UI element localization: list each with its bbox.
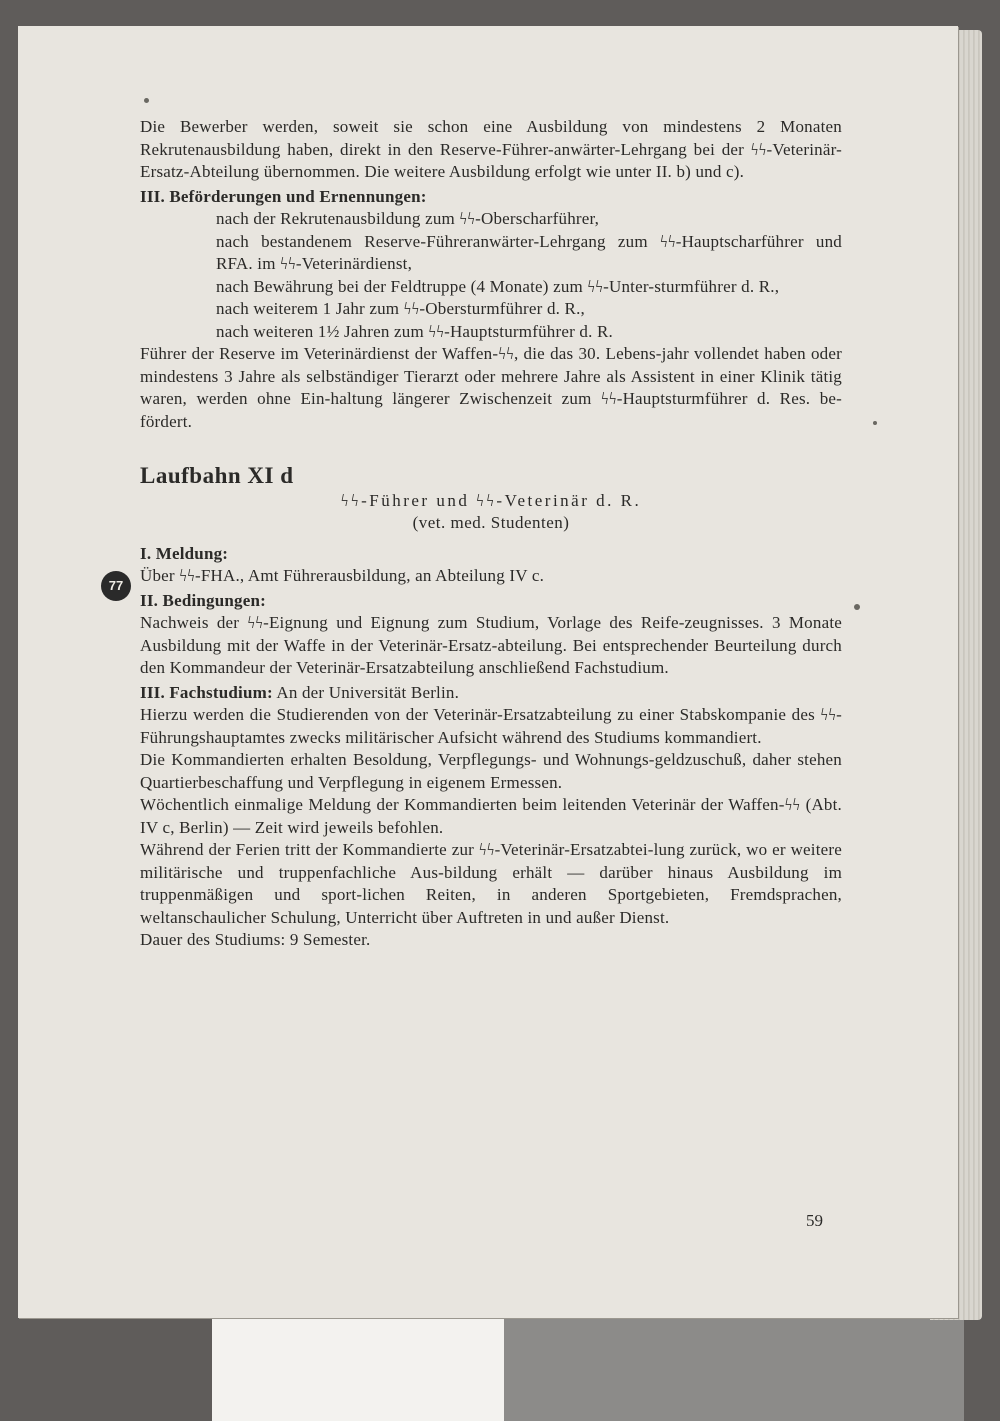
meldung-text: Über ϟϟ-FHA., Amt Führerausbildung, an Abteilung IV c. xyxy=(140,566,545,585)
fachstudium-paragraph: Während der Ferien tritt der Kommandierte zur ϟϟ-Veterinär-Ersatzabtei-lung zurück, wo er weitere militärische und truppenfachliche Aus-bildung erhält — darüber hinaus Ausbildung im truppenmäßigen und sport-lichen Reiten, in anderen Sportgebieten, Fremdsprachen, weltanschaulicher Schulung, Unterricht über Auftreten in und außer Dienst. xyxy=(140,840,842,927)
speck xyxy=(144,98,149,103)
calibration-strip-white xyxy=(212,1318,504,1421)
page-number: 59 xyxy=(806,1211,823,1230)
meldung-heading: I. Meldung: xyxy=(140,543,229,563)
promotion-item: nach bestandenem Reserve-Führeranwärter-Lehrgang zum ϟϟ-Hauptscharführer und RFA. im ϟϟ-Veterinärdienst, xyxy=(216,231,842,273)
promotion-item: nach Bewährung bei der Feldtruppe (4 Monate) zum ϟϟ-Unter-sturmführer d. R., xyxy=(216,276,780,296)
speck xyxy=(854,604,860,610)
promotions-closing: Führer der Reserve im Veterinärdienst der Waffen-ϟϟ, die das 30. Lebens-jahr vollendet haben oder mindestens 3 Jahre als selbständiger Tierarzt oder mehrere Jahre als Assistent in einer Klinik tätig waren, werden ohne Ein-haltung längerer Zwischenzeit zum ϟϟ-Hauptsturmführer d. Res. be-fördert. xyxy=(140,344,842,431)
speck xyxy=(873,421,877,425)
page-content xyxy=(140,116,842,952)
promotion-item: nach weiterem 1 Jahr zum ϟϟ-Obersturmführer d. R., xyxy=(216,299,586,318)
fachstudium-lead: An der Universität Berlin. xyxy=(276,682,460,702)
career-subtitle: ϟϟ-Führer und ϟϟ-Veterinär d. R. xyxy=(340,490,642,510)
bedingungen-heading: II. Bedingungen: xyxy=(140,590,267,610)
career-subtitle-students: (vet. med. Studenten) xyxy=(412,513,570,532)
promotion-item: nach weiteren 1½ Jahren zum ϟϟ-Hauptsturmführer d. R. xyxy=(216,321,613,341)
promotions-heading: III. Beförderungen und Ernennungen: xyxy=(140,186,427,206)
promotion-item: nach der Rekrutenausbildung zum ϟϟ-Oberscharführer, xyxy=(216,209,600,228)
calibration-strip-gray xyxy=(504,1318,964,1421)
study-duration: Dauer des Studiums: 9 Semester. xyxy=(140,930,371,949)
fachstudium-line xyxy=(140,682,842,705)
fachstudium-heading: III. Fachstudium: xyxy=(140,682,273,702)
fachstudium-paragraph: Wöchentlich einmalige Meldung der Kommandierten beim leitenden Veterinär der Waffen-ϟϟ (Abt. IV c, Berlin) — Zeit wird jeweils befohlen. xyxy=(140,795,842,837)
intro-paragraph: Die Bewerber werden, soweit sie schon eine Ausbildung von mindestens 2 Monaten Rekrutenausbildung haben, direkt in den Reserve-Führer-anwärter-Lehrgang bei der ϟϟ-Veterinär-Ersatz-Abteilung übernommen. Die weitere Ausbildung erfolgt wie unter II. b) und c). xyxy=(140,117,842,181)
fachstudium-paragraph: Hierzu werden die Studierenden von der Veterinär-Ersatzabteilung zu einer Stabskompanie des ϟϟ-Führungshauptamtes zwecks militärischer Aufsicht während des Studiums kommandiert. xyxy=(140,705,842,747)
bedingungen-text: Nachweis der ϟϟ-Eignung und Eignung zum Studium, Vorlage des Reife-zeugnisses. 3 Monate Ausbildung mit der Waffe in der Veterinär-Ersatz-abteilung. Bei entsprechender Beurteilung durch den Kommandeur der Veterinär-Ersatzabteilung anschließend Fachstudium. xyxy=(140,613,842,677)
fachstudium-paragraph: Die Kommandierten erhalten Besoldung, Verpflegungs- und Wohnungs-geldzuschuß, daher stehen Quartierbeschaffung und Verpflegung in eigenem Ermessen. xyxy=(140,750,842,792)
career-title: Laufbahn XI d xyxy=(140,463,294,488)
margin-number-badge: 77 xyxy=(101,571,131,601)
